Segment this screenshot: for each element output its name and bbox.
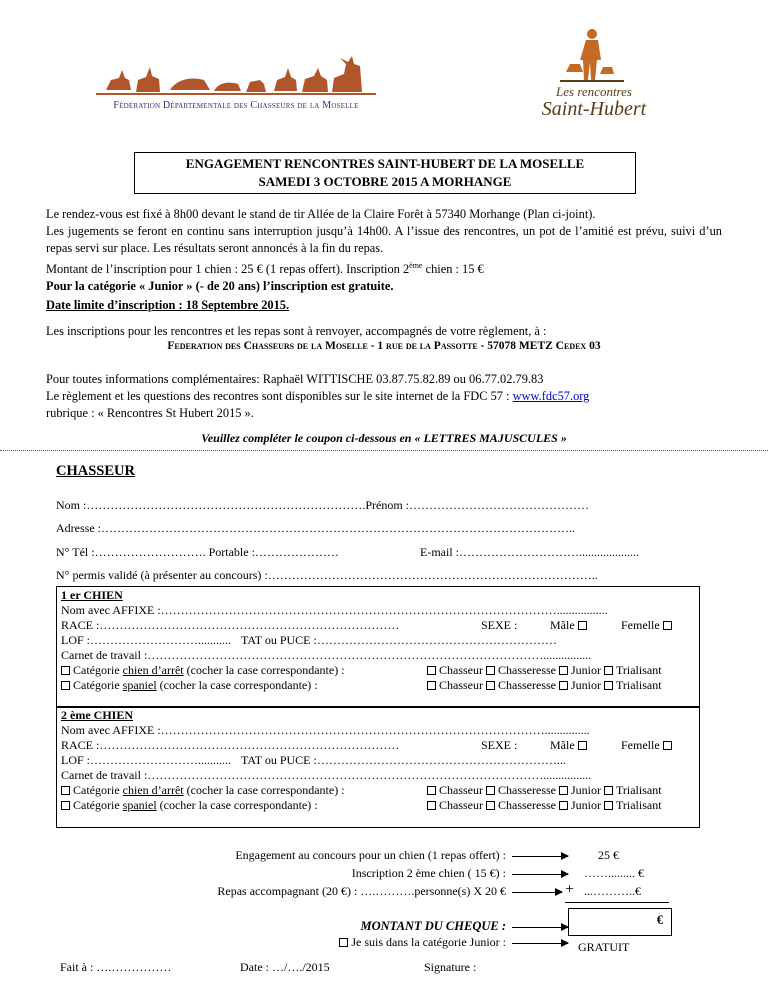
chien-1-affixe[interactable]: Nom avec AFFIXE :……………………………………………………………………………………….................: [61, 603, 608, 617]
checkbox-icon[interactable]: [559, 666, 568, 675]
intro-date-limite: Date limite d’inscription : 18 Septembre 2015.: [46, 298, 290, 313]
chien-1-lof-row: [61, 633, 695, 648]
chien-1-cat-spaniel-row: Catégorie spaniel (cocher la case correspondante) : Chasseur Chasseresse Junior Trialisant: [61, 678, 695, 693]
chien-2-femelle-option[interactable]: Femelle: [621, 738, 675, 753]
total-engagement-label: Engagement au concours pour un chien (1 repas offert) :: [235, 848, 506, 862]
field-email[interactable]: E-mail :…………………………....................: [420, 545, 639, 559]
send-address: Federation des Chasseurs de la Moselle - 1 rue de la Passotte - 57078 METZ Cedex 03: [167, 340, 601, 352]
arrow-icon: [512, 943, 568, 944]
checkbox-icon[interactable]: [604, 801, 613, 810]
checkbox-icon[interactable]: [427, 681, 436, 690]
chien-1-carnet[interactable]: Carnet de travail :………………………………………………………………………………………................: [61, 648, 592, 662]
chien-1-race-row: [61, 618, 695, 633]
chien-1-femelle-option[interactable]: Femelle: [621, 618, 675, 633]
chien-2-tat[interactable]: TAT ou PUCE :……………………………………………………...: [241, 753, 566, 767]
chien-1-male-option[interactable]: Mâle: [550, 618, 590, 633]
chien-2-race-row: [61, 738, 695, 753]
intro-rendez-vous: Le rendez-vous est fixé à 8h00 devant le stand de tir Allée de la Claire Forêt à 57340 Morhange (Plan ci-joint).: [46, 207, 596, 221]
chien-2-heading: 2 ème CHIEN: [61, 708, 133, 722]
chien-2-lof[interactable]: LOF :………………………...........: [61, 753, 232, 767]
chien-1-race[interactable]: RACE :…………………………………………………………………: [61, 618, 400, 632]
info-contact: Pour toutes informations complémentaires: Raphaël WITTISCHE 03.87.75.82.89 ou 06.77.02.79.83: [46, 372, 544, 386]
chien-2-affixe[interactable]: Nom avec AFFIXE :……………………………………………………………………………………...............: [61, 723, 590, 737]
chien-2-spaniel-options: Chasseur Chasseresse Junior Trialisant: [427, 798, 662, 813]
checkbox-icon[interactable]: [663, 741, 672, 750]
arrow-icon: [512, 856, 568, 857]
field-tel[interactable]: N° Tél :………………………. Portable :…………………: [56, 545, 339, 559]
checkbox-icon[interactable]: [427, 666, 436, 675]
chien-1-arret-options: Chasseur Chasseresse Junior Trialisant: [427, 663, 662, 678]
checkbox-icon[interactable]: [61, 666, 70, 675]
info-rubrique: rubrique : « Rencontres St Hubert 2015 ».: [46, 406, 254, 420]
checkbox-icon[interactable]: [604, 681, 613, 690]
field-adresse[interactable]: Adresse :………………………………………………………………………………………………………..: [56, 521, 575, 535]
fdc-logo-text: Fédération Départementale des Chasseurs de la Moselle: [113, 100, 359, 111]
chien-2-male-option[interactable]: Mâle: [550, 738, 590, 753]
sum-rule: [565, 902, 669, 903]
chien-2-lof-row: [61, 753, 695, 768]
intro-jugements: Les jugements se feront en continu sans interruption jusqu’à 14h00. A l’issue des rencontres, un pot de l’amitié est prévu, suivi d’un repas servi sur place. Les résultats seront annoncés à la fin du repas.: [46, 224, 722, 255]
checkbox-icon[interactable]: [578, 741, 587, 750]
chien-2-cat-spaniel-row: Catégorie spaniel (cocher la case correspondante) : Chasseur Chasseresse Junior Trialisant: [61, 798, 695, 813]
checkbox-icon[interactable]: [604, 786, 613, 795]
total-chien2-value[interactable]: ……......... €: [584, 866, 644, 880]
saint-hubert-logo-text-1: Les rencontres: [556, 84, 632, 99]
checkbox-icon[interactable]: [427, 786, 436, 795]
chasseur-heading: CHASSEUR: [56, 463, 135, 479]
checkbox-icon[interactable]: [559, 801, 568, 810]
fdc57-link[interactable]: www.fdc57.org: [512, 389, 590, 403]
send-instructions: Les inscriptions pour les rencontres et les repas sont à renvoyer, accompagnés de votre règlement, à :: [46, 324, 547, 338]
checkbox-icon[interactable]: [61, 681, 70, 690]
checkbox-icon[interactable]: [427, 801, 436, 810]
plus-sign: +: [565, 881, 575, 898]
title-line-2: SAMEDI 3 OCTOBRE 2015 A MORHANGE: [258, 174, 512, 189]
total-repas-value[interactable]: ...………..€: [584, 884, 641, 898]
gratuit-label: GRATUIT: [578, 940, 630, 954]
intro-montant: Montant de l’inscription pour 1 chien : 25 € (1 repas offert). Inscription 2ème chien : 15 €: [46, 261, 484, 277]
fdc-logo: [96, 46, 376, 118]
title-box: [134, 152, 636, 194]
junior-checkbox-row[interactable]: Je suis dans la catégorie Junior :: [339, 935, 506, 950]
title-line-1: ENGAGEMENT RENCONTRES SAINT-HUBERT DE LA MOSELLE: [185, 156, 585, 171]
chien-2-cat-arret-row: Catégorie chien d’arrêt (cocher la case correspondante) : Chasseur Chasseresse Junior Trialisant: [61, 783, 695, 798]
caps-note: Veuillez compléter le coupon ci-dessous en « LETTRES MAJUSCULES »: [201, 431, 567, 445]
checkbox-icon[interactable]: [61, 786, 70, 795]
fait-a-field[interactable]: Fait à : ….……………: [60, 960, 172, 974]
arrow-icon: [512, 892, 562, 893]
info-reglement: Le règlement et les questions des recontres sont disponibles sur le site internet de la FDC 57 : www.fdc57.org: [46, 389, 590, 403]
field-permis[interactable]: N° permis validé (à présenter au concours) :………………………………………………………………………..: [56, 568, 598, 582]
checkbox-icon[interactable]: [486, 666, 495, 675]
checkbox-icon[interactable]: [578, 621, 587, 630]
montant-euro: €: [656, 913, 663, 927]
arrow-icon: [512, 874, 568, 875]
montant-label: MONTANT DU CHEQUE :: [360, 919, 506, 933]
chien-1-sexe-label: SEXE :: [481, 618, 518, 632]
intro-junior: Pour la catégorie « Junior » (- de 20 ans) l’inscription est gratuite.: [46, 279, 394, 294]
field-nom[interactable]: Nom :…………………………………………………………….Prénom :………………………………………: [56, 498, 589, 512]
checkbox-icon[interactable]: [486, 786, 495, 795]
montant-box[interactable]: [568, 908, 672, 936]
chien-2-carnet[interactable]: Carnet de travail :………………………………………………………………………………………................: [61, 768, 592, 782]
animals-silhouette-icon: [96, 46, 376, 98]
saint-hubert-logo: [504, 24, 684, 124]
hunter-with-dogs-icon: [504, 24, 684, 84]
chien-1-tat[interactable]: TAT ou PUCE :……………………………………………………: [241, 633, 557, 647]
checkbox-icon[interactable]: [559, 681, 568, 690]
total-repas-label: Repas accompagnant (20 €) : ….……….personne(s) X 20 €: [217, 884, 506, 898]
signature-field[interactable]: Signature :: [424, 960, 477, 974]
chien-2-box: [56, 706, 700, 828]
chien-1-lof[interactable]: LOF :………………………...........: [61, 633, 232, 647]
total-chien2-label: Inscription 2 ème chien ( 15 €) :: [351, 866, 506, 880]
checkbox-icon[interactable]: [559, 786, 568, 795]
chien-2-sexe-label: SEXE :: [481, 738, 518, 752]
chien-2-arret-options: Chasseur Chasseresse Junior Trialisant: [427, 783, 662, 798]
saint-hubert-logo-text-2: Saint-Hubert: [541, 98, 647, 120]
checkbox-icon[interactable]: [604, 666, 613, 675]
checkbox-icon[interactable]: [486, 681, 495, 690]
arrow-icon: [512, 927, 568, 928]
checkbox-icon[interactable]: [339, 938, 348, 947]
cut-line: [0, 450, 768, 451]
checkbox-icon[interactable]: [61, 801, 70, 810]
total-engagement-value: 25 €: [598, 848, 619, 862]
chien-1-spaniel-options: Chasseur Chasseresse Junior Trialisant: [427, 678, 662, 693]
chien-1-heading: 1 er CHIEN: [61, 588, 123, 602]
checkbox-icon[interactable]: [663, 621, 672, 630]
intro-block: [46, 206, 722, 314]
date-field[interactable]: Date : …/…./2015: [240, 960, 330, 974]
chien-1-box: [56, 586, 700, 708]
checkbox-icon[interactable]: [486, 801, 495, 810]
chien-1-cat-arret-row: Catégorie chien d’arrêt (cocher la case correspondante) : Chasseur Chasseresse Junior Trialisant: [61, 663, 695, 678]
chien-2-race[interactable]: RACE :…………………………………………………………………: [61, 738, 400, 752]
